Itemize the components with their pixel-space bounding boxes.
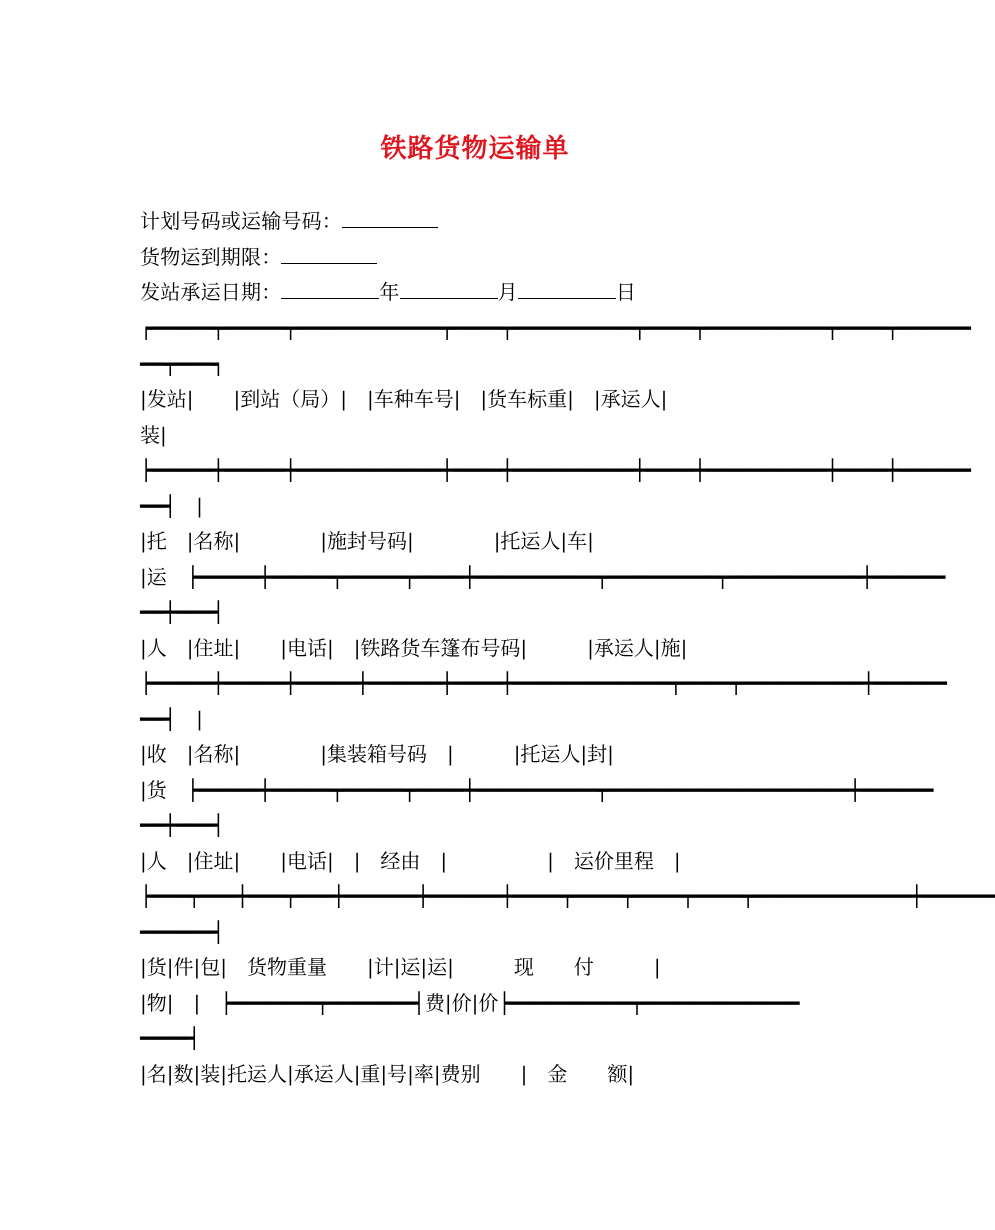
date-month-blank[interactable] — [400, 279, 498, 299]
deadline-blank[interactable] — [281, 244, 377, 264]
table-rule-line: ┝━━━━━┿━━━━━┿━━━━━━━━━━━━┿━━━━┿━━━━━━━━━━┿━━━━┿━━━━━━━━━━┿━━━━┿━━━━━━ — [140, 458, 971, 482]
table-row: 装| — [140, 423, 167, 447]
table-row: |收 |名称| |集装箱号码 | |托运人|封| — [140, 742, 614, 766]
plan-number-label: 计划号码或运输号码： — [140, 209, 342, 233]
table-rule-line: ━━┥ | — [140, 494, 203, 518]
table-rule-line: ━━━━━━┥ — [140, 920, 225, 944]
day-label: 日 — [615, 280, 637, 304]
date-year-blank[interactable] — [281, 279, 379, 299]
deadline-label: 货物运到期限： — [140, 245, 282, 269]
table-row: |货 ┝━━━━━┿━━━━━┯━━━━━┯━━━━┿━━━━━━━━━━┯━━━━━━━━━━━━━━━━━━━━┿━━━━━━ — [140, 778, 934, 802]
table-row: |人 |住址| |电话| |铁路货车篷布号码| |承运人|施| — [140, 636, 688, 660]
table-row: |人 |住址| |电话| | 经由 | | 运价里程 | — [140, 849, 681, 873]
date-line — [140, 277, 636, 307]
table-rule-line: ━━━━┥ — [140, 1026, 201, 1050]
document-title: 铁路货物运输单 — [380, 134, 570, 164]
plan-number-line — [140, 206, 438, 236]
table-row: |货|件|包| 货物重量 |计|运|运| 现 付 | — [140, 955, 661, 979]
table-rule-line: ━━┯━━━┑ — [140, 352, 225, 376]
table-row: |运 ┝━━━━━┿━━━━━┯━━━━━┯━━━━┿━━━━━━━━━━┯━━━━━━━━━┯━━━━━━━━━━━┿━━━━━━ — [140, 565, 946, 589]
deadline-line — [140, 242, 377, 272]
month-label: 月 — [497, 280, 518, 304]
table-rule-line: ━━┿━━━┥ — [140, 813, 225, 837]
table-row: |名|数|装|托运人|承运人|重|号|率|费别 | 金 额| — [140, 1062, 635, 1086]
plan-number-blank[interactable] — [342, 208, 438, 228]
table-rule-line: ┝━━━┯━━━┿━━━┯━━━┿━━━━━━┿━━━━━━┿━━━━┯━━━━┯━━━━┯━━━━┯━━━━━━━━━━━━━┿━━━━━━ — [140, 884, 995, 908]
table-row: |发站| |到站（局）| |车种车号| |货车标重| |承运人| — [140, 387, 668, 411]
year-label: 年 — [379, 280, 400, 304]
table-row: |物| | ┝━━━━━━━┯━━━━━━━┥费|价|价┝━━━━━━━━━━┯━━━━━━━━━━━━━ — [140, 991, 800, 1015]
table-row: |托 |名称| |施封号码| |托运人|车| — [140, 529, 594, 553]
date-label: 发站承运日期： — [140, 280, 282, 304]
table-rule-line: ┍━━━━━┯━━━━━┯━━━━━━━━━━━━┯━━━━┯━━━━━━━━━━┯━━━━┯━━━━━━━━━━┯━━━━┯━━━━━━ — [140, 316, 971, 340]
date-day-blank[interactable] — [518, 279, 616, 299]
table-rule-line: ━━┥ | — [140, 707, 203, 731]
table-rule-line: ┝━━━━━┿━━━━━┿━━━━━┿━━━━━━┿━━━━┿━━━━━━━━━━━━━┯━━━━┯━━━━━━━━━━┿━━━━━━ — [140, 671, 947, 695]
table-rule-line: ━━┿━━━┥ — [140, 600, 225, 624]
